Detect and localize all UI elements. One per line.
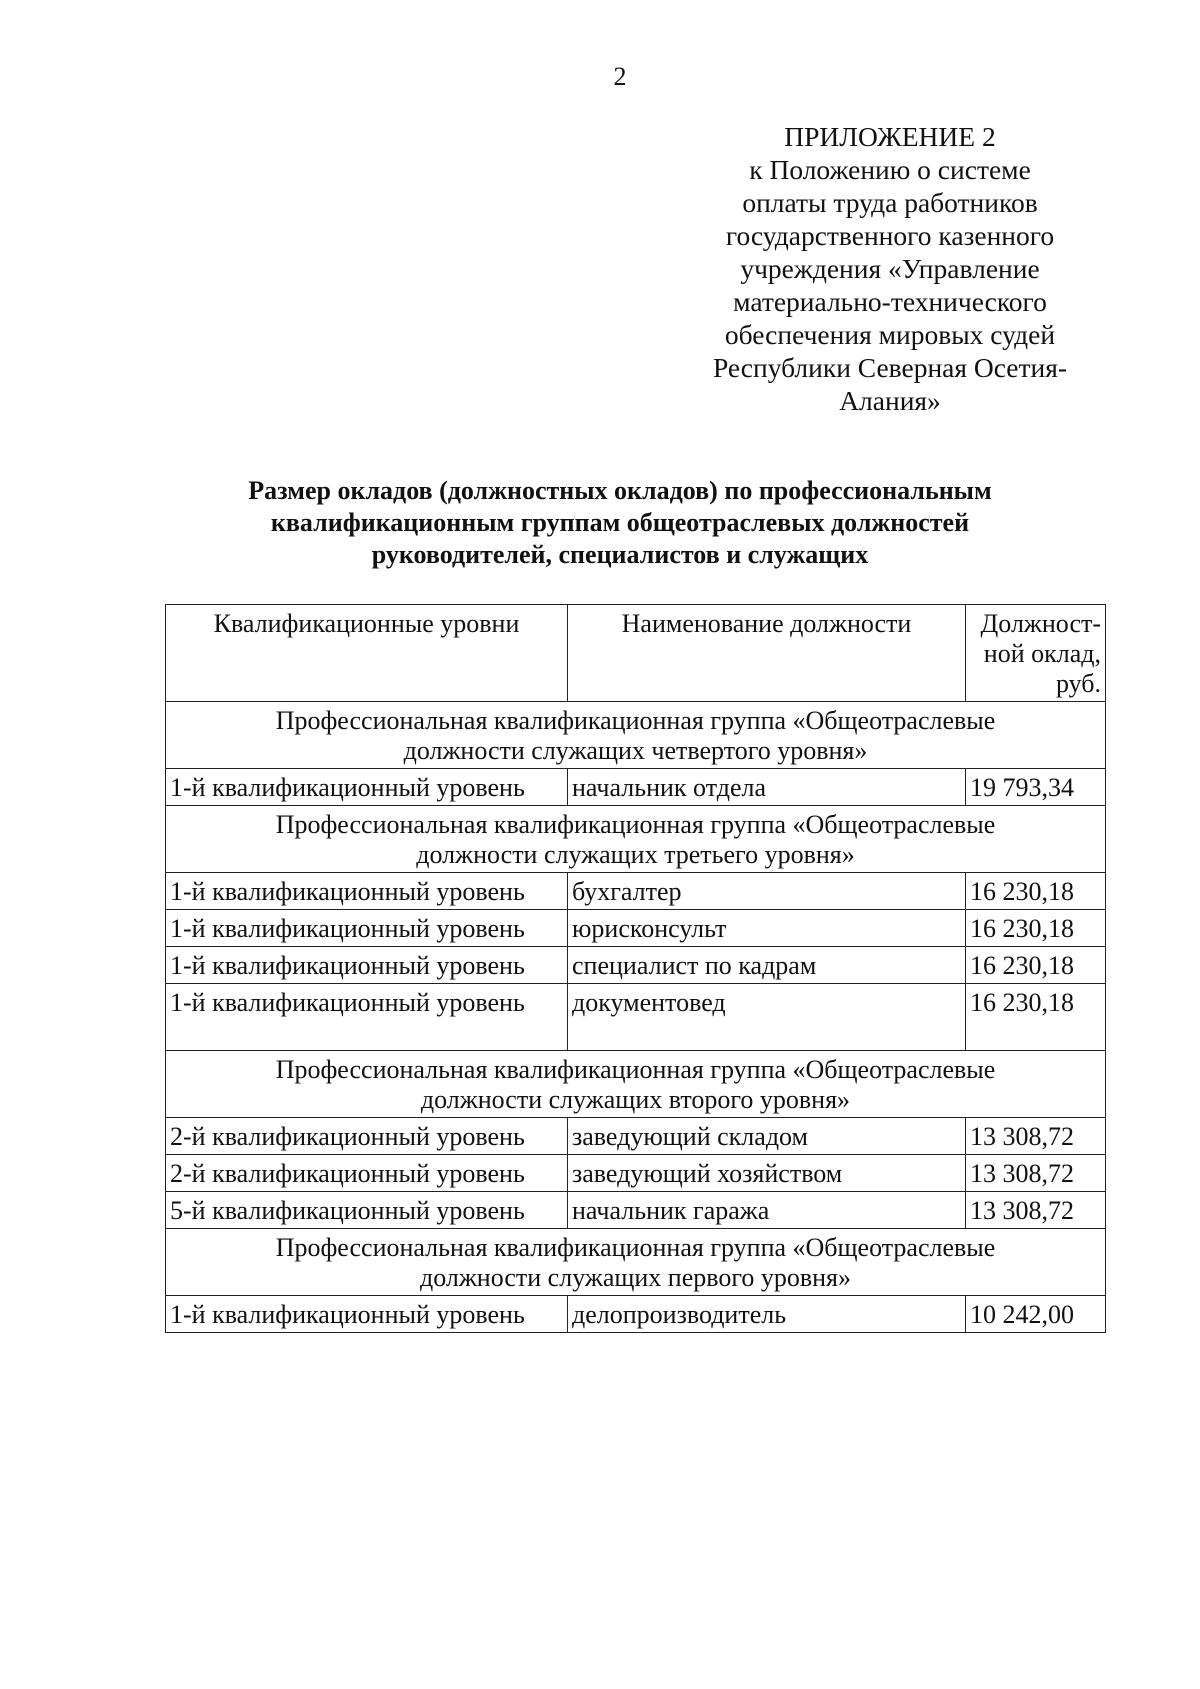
group-title: Профессиональная квалификационная группа «Общеотраслевые должности служащих второго уровня» [166,1051,1106,1118]
table-row [166,1155,1106,1192]
table-row [166,947,1106,984]
cell-level: 5-й квалификационный уровень [166,1192,568,1229]
appendix-line: оплаты труда работников [742,187,1038,218]
cell-position: начальник гаража [568,1192,966,1229]
table-row [166,1118,1106,1155]
cell-position: начальник отдела [568,769,966,806]
header-salary-line: Должност- [980,609,1101,638]
cell-salary: 13 308,72 [966,1192,1106,1229]
cell-salary: 10 242,00 [966,1296,1106,1333]
cell-position: заведующий хозяйством [568,1155,966,1192]
header-qualification-levels: Квалификационные уровни [166,605,568,702]
appendix-line: государственного казенного [725,220,1055,251]
table-row [166,984,1106,1051]
group-title: Профессиональная квалификационная группа «Общеотраслевые должности служащих третьего уровня» [166,806,1106,873]
header-salary-line: ной оклад, [983,639,1101,668]
header-position-name: Наименование должности [568,605,966,702]
title-line: квалификационным группам общеотраслевых должностей [270,508,970,537]
appendix-line: обеспечения мировых судей [724,319,1056,350]
appendix-line: материально-технического [733,286,1047,317]
cell-position: заведующий складом [568,1118,966,1155]
group-row [166,806,1106,873]
cell-position: юрисконсульт [568,910,966,947]
cell-level: 2-й квалификационный уровень [166,1118,568,1155]
cell-salary: 16 230,18 [966,910,1106,947]
group-row [166,1229,1106,1296]
title-line: Размер окладов (должностных окладов) по профессиональным [248,476,992,505]
appendix-line: к Положению о системе [749,154,1031,185]
page-number: 2 [613,62,627,91]
cell-salary: 16 230,18 [966,947,1106,984]
cell-salary: 16 230,18 [966,984,1106,1051]
cell-level: 1-й квалификационный уровень [166,947,568,984]
table-header-row [166,605,1106,702]
cell-position: делопроизводитель [568,1296,966,1333]
cell-position: специалист по кадрам [568,947,966,984]
header-salary-line: руб. [1055,669,1101,698]
table-row [166,873,1106,910]
group-title: Профессиональная квалификационная группа «Общеотраслевые должности служащих первого уровня» [166,1229,1106,1296]
cell-level: 1-й квалификационный уровень [166,769,568,806]
appendix-line: Республики Северная Осетия- [712,352,1068,383]
appendix-line: учреждения «Управление [740,253,1040,284]
table-row [166,1296,1106,1333]
appendix-line: Алания» [839,385,941,416]
title-line: руководителей, специалистов и служащих [371,540,869,569]
cell-level: 1-й квалификационный уровень [166,910,568,947]
appendix-header [700,120,1080,417]
cell-salary: 13 308,72 [966,1155,1106,1192]
cell-position: бухгалтер [568,873,966,910]
cell-level: 2-й квалификационный уровень [166,1155,568,1192]
cell-salary: 19 793,34 [966,769,1106,806]
group-row [166,1051,1106,1118]
salary-table [165,604,1106,1333]
cell-level: 1-й квалификационный уровень [166,984,568,1051]
cell-level: 1-й квалификационный уровень [166,873,568,910]
table-row [166,769,1106,806]
cell-level: 1-й квалификационный уровень [166,1296,568,1333]
cell-salary: 16 230,18 [966,873,1106,910]
cell-position: документовед [568,984,966,1051]
table-row [166,1192,1106,1229]
header-salary [966,605,1106,702]
cell-salary: 13 308,72 [966,1118,1106,1155]
group-title: Профессиональная квалификационная группа «Общеотраслевые должности служащих четвертого уровня» [166,702,1106,769]
table-row [166,910,1106,947]
group-row [166,702,1106,769]
document-title [150,475,1090,571]
appendix-line: ПРИЛОЖЕНИЕ 2 [784,121,996,152]
